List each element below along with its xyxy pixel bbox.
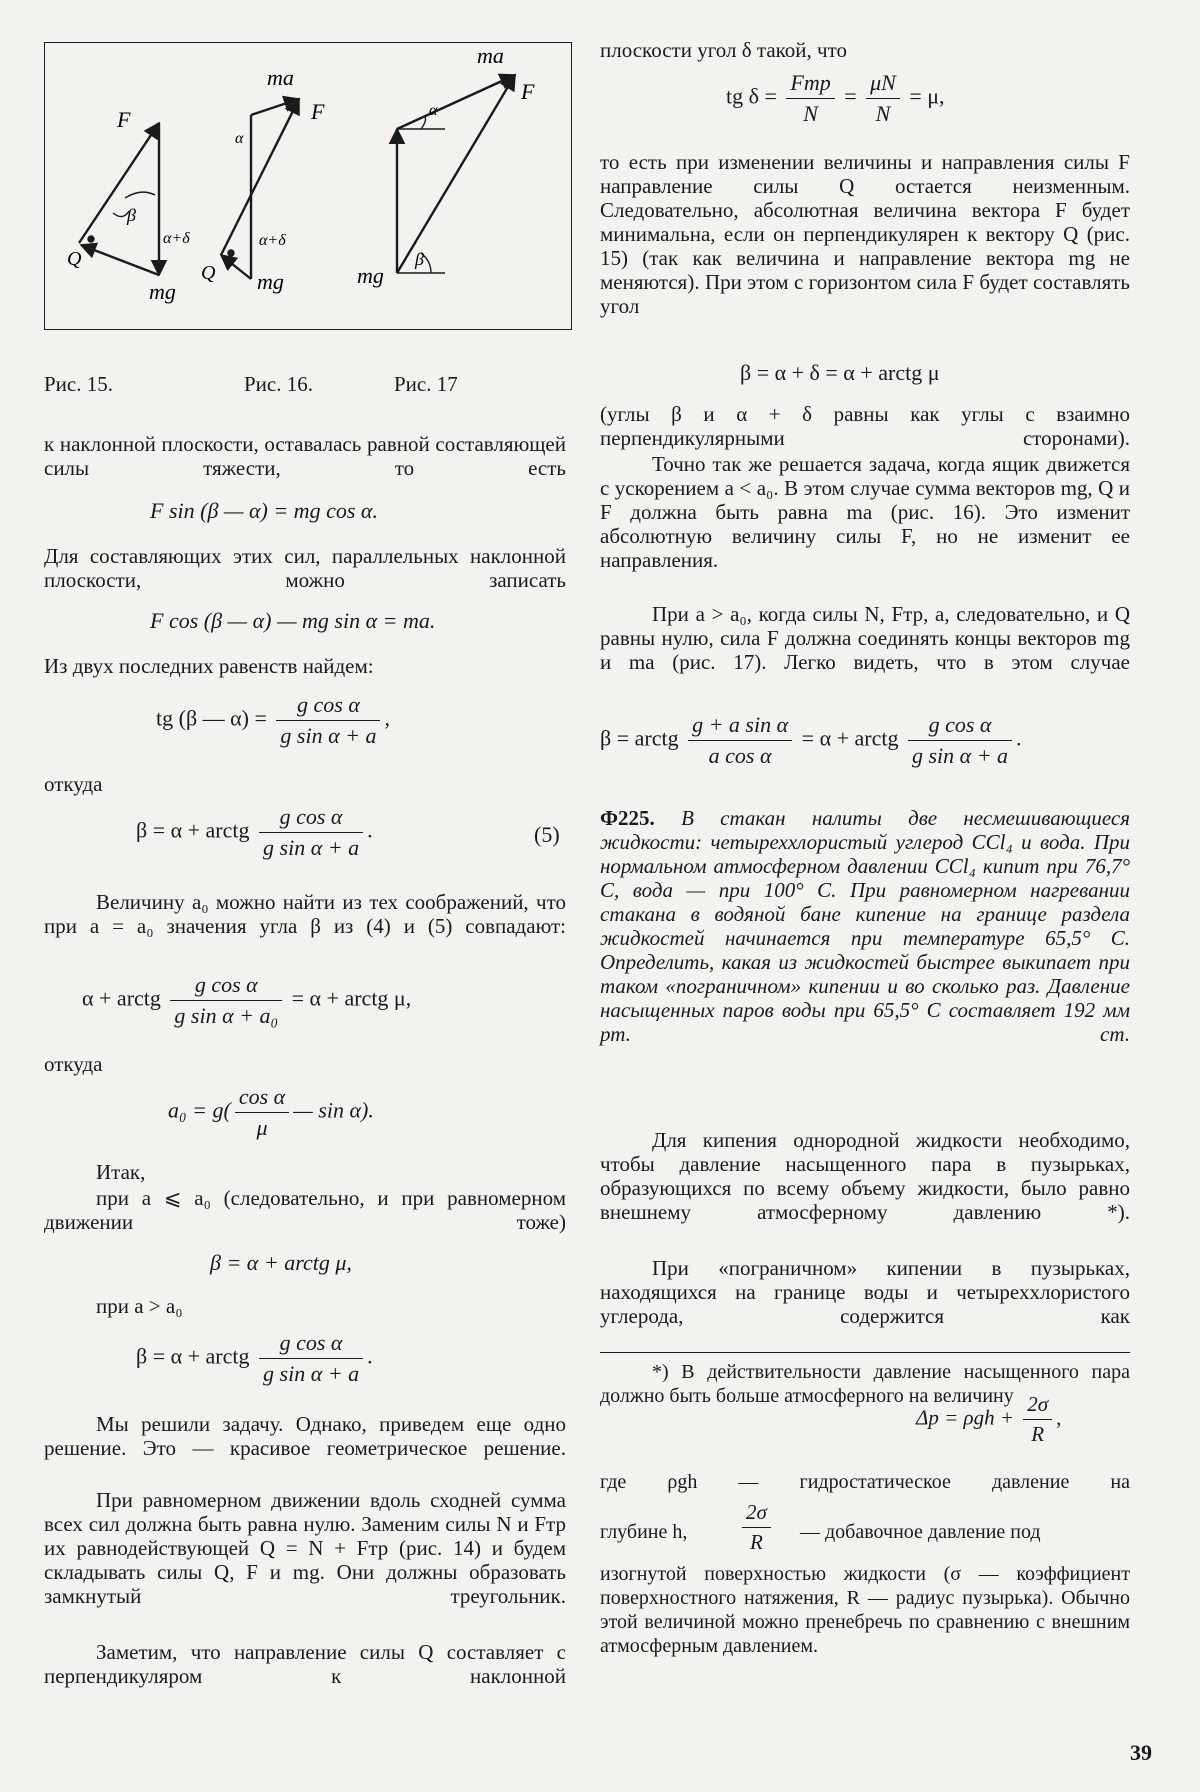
footnote-paragraph-1: *) В действительности давление насыщенного пара должно быть больше атмосферного на величину	[600, 1361, 1130, 1407]
fig17-label-alpha: α	[429, 102, 438, 119]
right-paragraph-4: Точно так же решается задача, когда ящик движется с ускорением a < a₀. В этом случае сумма векторов mg, Q и F должна быть равна ma (рис. 16). Это изменит абсолютную величину силы F, но не изменит ее направления.	[600, 452, 1130, 572]
left-formula-3-tail: ,	[384, 705, 390, 731]
left-formula-6-lhs: a₀ = g(	[168, 1097, 231, 1123]
left-formula-8-den: g sin α + a	[263, 1361, 360, 1386]
left-paragraph-1: к наклонной плоскости, оставалась равной составляющей силы тяжести, то есть	[44, 432, 566, 480]
left-formula-5-num: g cos α	[170, 972, 282, 1001]
caption-fig16: Рис. 16.	[244, 372, 313, 396]
fig15-beta-arc	[125, 192, 155, 198]
left-formula-3-num: g cos α	[276, 692, 380, 721]
left-formula-2: F cos (β — α) — mg sin α = ma.	[150, 608, 436, 633]
fig16-vector-q	[221, 255, 251, 279]
right-formula-3-tail: .	[1016, 725, 1022, 751]
right-formula-1-rhs: = μ,	[909, 83, 945, 109]
right-formula-1-den1: N	[803, 101, 818, 126]
left-paragraph-11: При равномерном движении вдоль сходней сумма всех сил должна быть равна нулю. Заменим силы N и Fтр их равнодействующей Q = N + Fтр (рис. 14) и будем складывать силы Q, F и mg. Они должны образовать замкнутый треугольник.	[44, 1488, 566, 1608]
fig17-label-beta: β	[415, 249, 424, 269]
fig16-diagram	[221, 99, 299, 279]
right-formula-1-lhs: tg δ =	[726, 83, 777, 109]
footnote-formula-2	[738, 1500, 775, 1555]
left-formula-8	[136, 1330, 373, 1387]
fig16-label-mg: mg	[257, 269, 284, 294]
left-formula-8-tail: .	[367, 1343, 373, 1369]
problem-statement	[600, 806, 1130, 1046]
right-formula-3-num1: g + a sin α	[688, 712, 792, 741]
right-formula-3-mid: = α + arctg	[801, 725, 899, 751]
fig15-label-mg: mg	[149, 279, 176, 304]
right-formula-3-lhs: β = arctg	[600, 725, 679, 751]
left-formula-5	[82, 972, 411, 1029]
right-paragraph-6: Для кипения однородной жидкости необходимо, чтобы давление насыщенного пара в пузырьках, образующихся по всему объему жидкости, было равно внешнему атмосферному давлению *).	[600, 1128, 1130, 1224]
left-paragraph-9: при a > a₀	[96, 1294, 183, 1318]
left-formula-3	[156, 692, 390, 749]
fig17-label-mg: mg	[357, 263, 384, 288]
footnote-formula-1-tail: ,	[1056, 1405, 1062, 1430]
fig15-label-f: F	[117, 107, 131, 132]
fig15-vector-f	[79, 123, 159, 243]
fig17-diagram	[397, 75, 515, 273]
left-paragraph-4: откуда	[44, 772, 103, 796]
footnote-formula-2-num: 2σ	[742, 1500, 771, 1528]
left-formula-8-num: g cos α	[259, 1330, 363, 1359]
left-formula-5-den: g sin α + a₀	[174, 1003, 279, 1028]
footnote-formula-1-lhs: Δp = ρgh +	[916, 1405, 1014, 1430]
right-formula-3-num2: g cos α	[908, 712, 1012, 741]
left-formula-6	[168, 1084, 374, 1141]
fig16-label-ma: ma	[267, 65, 294, 90]
left-paragraph-3: Из двух последних равенств найдем:	[44, 654, 374, 678]
right-formula-3-den2: g sin α + a	[911, 743, 1009, 768]
fig15-label-beta: β	[127, 205, 136, 225]
right-formula-1-num1: Fтр	[786, 70, 834, 99]
fig16-label-alpha-delta: α+δ	[259, 232, 286, 249]
left-formula-5-lhs: α + arctg	[82, 985, 161, 1011]
right-paragraph-2: то есть при изменении величины и направления силы F направление силы Q остается неизменным. Следовательно, абсолютная величина вектора F будет минимальна, если он перпендикулярен к вектору Q (рис. 15) (так как величина и направление вектора mg не меняются). При этом с горизонтом сила F будет составлять угол	[600, 150, 1130, 318]
footnote-formula-2-den: R	[750, 1530, 763, 1554]
force-diagrams	[45, 43, 571, 329]
footnote-formula-1	[916, 1392, 1061, 1447]
left-formula-5-rhs: = α + arctg μ,	[291, 985, 412, 1011]
left-formula-8-lhs: β = α + arctg	[136, 1343, 250, 1369]
left-paragraph-2: Для составляющих этих сил, параллельных наклонной плоскости, можно записать	[44, 544, 566, 592]
fig15-dot	[89, 237, 94, 242]
fig17-label-f: F	[521, 79, 535, 104]
fig15-label-alpha-delta: α+δ	[163, 230, 190, 247]
footnote-divider	[600, 1352, 1130, 1353]
right-formula-1-den2: N	[875, 101, 891, 126]
left-formula-3-lhs: tg (β — α) =	[156, 705, 267, 731]
left-formula-4-lhs: β = α + arctg	[136, 817, 250, 843]
fig16-dot	[229, 251, 234, 256]
footnote-paragraph-2c: — добавочное давление под	[800, 1521, 1041, 1543]
left-paragraph-5: Величину a₀ можно найти из тех соображений, что при a = a₀ значения угла β из (4) и (5) совпадают:	[44, 890, 566, 938]
right-paragraph-5: При a > a₀, когда силы N, Fтр, a, следовательно, и Q равны нулю, сила F должна соединять концы векторов mg и ma (рис. 17). Легко видеть, что в этом случае	[600, 602, 1130, 674]
left-paragraph-6: откуда	[44, 1052, 103, 1076]
left-paragraph-10: Мы решили задачу. Однако, приведем еще одно решение. Это — красивое геометрическое решение.	[44, 1412, 566, 1460]
left-formula-7: β = α + arctg μ,	[210, 1250, 352, 1275]
right-formula-2: β = α + δ = α + arctg μ	[740, 360, 940, 385]
right-formula-3	[600, 712, 1022, 769]
right-paragraph-1: плоскости угол δ такой, что	[600, 38, 847, 62]
fig16-label-f: F	[311, 99, 325, 124]
left-formula-6-rhs: — sin α).	[293, 1097, 374, 1123]
problem-id: Ф225.	[600, 806, 655, 830]
caption-fig15: Рис. 15.	[44, 372, 113, 396]
left-formula-4-num: g cos α	[259, 804, 363, 833]
footnote-paragraph-2b: глубине h,	[600, 1521, 688, 1543]
right-paragraph-7: При «пограничном» кипении в пузырьках, находящихся на границе воды и четыреххлористого углерода, содержится как	[600, 1256, 1130, 1328]
left-formula-3-den: g sin α + a	[280, 723, 377, 748]
fig17-vector-f	[397, 75, 515, 273]
fig15-label-q: Q	[67, 248, 82, 270]
fig16-label-q: Q	[201, 262, 216, 284]
left-paragraph-7: Итак,	[96, 1160, 146, 1184]
fig17-label-ma: ma	[477, 43, 504, 68]
left-formula-4-den: g sin α + a	[263, 835, 360, 860]
right-paragraph-3: (углы β и α + δ равны как углы с взаимно перпендикулярными сторонами).	[600, 402, 1130, 450]
left-formula-6-num: cos α	[235, 1084, 289, 1113]
left-formula-1: F sin (β — α) = mg cos α.	[150, 498, 378, 523]
right-formula-1: tg δ = $\frac{\text{Fтр}}{N}$ = $\frac{\mu N}{N}$ = μ,	[726, 70, 945, 126]
footnote-paragraph-2a: где ρgh — гидростатическое давление на	[600, 1471, 1130, 1493]
left-paragraph-12: Заметим, что направление силы Q составляет с перпендикуляром к наклонной	[44, 1640, 566, 1688]
footnote-formula-1-num: 2σ	[1023, 1392, 1052, 1420]
left-formula-6-den: μ	[256, 1115, 268, 1140]
fig15-vector-q	[81, 245, 159, 275]
equation-number-5: (5)	[534, 822, 560, 847]
fig15-diagram	[79, 123, 159, 275]
right-formula-1-num2: μN	[866, 70, 900, 99]
footnote-paragraph-3: изогнутой поверхностью жидкости (σ — коэффициент поверхностного натяжения, R — радиус пузырька). Обычно этой величиной можно пренебречь по сравнению с внешним атмосферным давлением.	[600, 1563, 1130, 1657]
right-formula-3-den1: a cos α	[708, 743, 772, 768]
figure-box	[44, 42, 572, 330]
left-paragraph-8: при a ⩽ a₀ (следовательно, и при равномерном движении тоже)	[44, 1186, 566, 1234]
problem-text: В стакан налиты две несмешивающиеся жидкости: четыреххлористый углерод CCl₄ и вода. При нормальном атмосферном давлении CCl₄ кипит при 76,7° C, вода — при 100° C. При равномерном нагревании стакана в водяной бане кипение на границе раздела жидкостей начинается при температуре 65,5° C. Определить, какая из жидкостей быстрее выкипает при таком «пограничном» кипении и во сколько раз. Давление насыщенных паров воды при 65,5° C составляет 192 мм рт. ст.	[600, 806, 1131, 1046]
fig17-vector-ma	[397, 75, 515, 129]
fig16-label-alpha: α	[235, 130, 244, 147]
page-number: 39	[1130, 1740, 1152, 1765]
left-formula-4	[136, 804, 373, 861]
footnote-formula-1-den: R	[1031, 1422, 1045, 1446]
caption-fig17: Рис. 17	[394, 372, 458, 396]
left-formula-4-tail: .	[367, 817, 373, 843]
